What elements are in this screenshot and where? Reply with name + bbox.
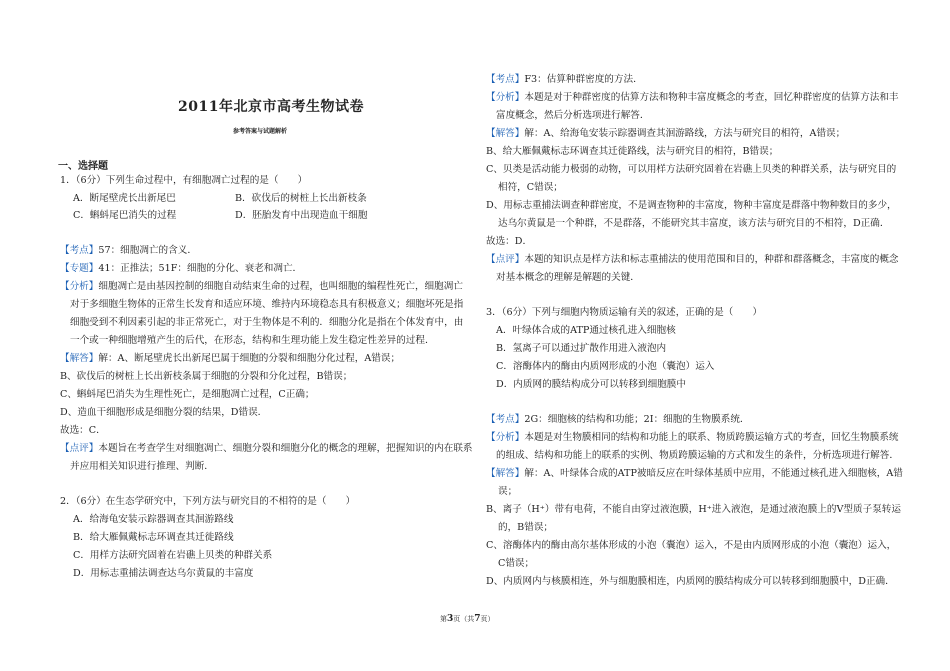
jieda-line: 解：A、断尾壁虎长出新尾巴属于细胞的分裂和细胞分化过程，A错误； [98,353,401,364]
jieda-line: B、离子（H⁺）带有电荷，不能自由穿过液泡膜，H⁺进入液泡，是通过液泡膜上的V型质子泵转运 [486,504,901,515]
footer-total-pages: 7 [474,614,481,624]
question-2-stem: 2．（6分）在生态学研究中，下列方法与研究目的不相符的是（ ） [60,496,356,507]
fenxi-line: 的组成、结构和功能上的联系的实例、物质跨膜运输的方式和发生的条件，分析选项进行解答． [496,450,899,461]
jieda-line: D、用标志重捕法调查种群密度，不是调查物种的丰富度，物种丰富度是群落中物种数目的多少， [486,200,897,211]
question-1-stem: 1．（6分）下列生命过程中，有细胞凋亡过程的是（ ） [60,175,308,186]
fenxi-line: 细胞凋亡是由基因控制的细胞自动结束生命的过程，也叫细胞的编程性死亡，细胞凋亡 [98,281,463,292]
question-1-option-b: B．砍伐后的树桩上长出新枝条 [235,193,367,204]
footer-post: 页） [480,615,495,623]
fenxi-line: 本题是对生物膜相同的结构和功能上的联系、物质跨膜运输方式的考查，回忆生物膜系统 [524,432,899,443]
question-3-option-a: A．叶绿体合成的ATP通过核孔进入细胞核 [496,325,676,336]
answer-line: 故选：C． [60,425,106,436]
jieda-line: C、溶酶体内的酶由高尔基体形成的小泡（囊泡）运入，不是由内质网形成的小泡（囊泡）运入， [486,540,897,551]
q2-kaodian [486,73,643,86]
dianping-line: 并应用相关知识进行推理、判断． [70,461,214,472]
q2-dianping [486,253,899,266]
jieda-line: 解：A、叶绿体合成的ATP被暗反应在叶绿体基质中应用，不能通过核孔进入细胞核，A错 [524,468,903,479]
fenxi-tag: 【分析】 [486,92,525,103]
q1-fenxi [60,280,463,293]
section-heading: 一、选择题 [58,161,108,172]
page-footer [440,614,495,624]
jieda-tag: 【解答】 [486,128,525,139]
jieda-line: 解：A、给海龟安装示踪器调查其洄游路线，方法与研究目的相符，A错误； [524,128,846,139]
jieda-line: D、造血干细胞形成是细胞分裂的结果，D错误． [60,407,268,418]
question-1-option-c: C．蝌蚪尾巴消失的过程 [73,210,177,221]
dianping-line: 本题的知识点是样方法和标志重捕法的使用范围和目的，种群和群落概念，丰富度的概念 [524,254,899,265]
question-2-option-c: C．用样方法研究固着在岩礁上贝类的种群关系 [73,550,273,561]
jieda-line: C错误； [498,558,535,569]
jieda-line: D、内质网内与核膜相连，外与细胞膜相连，内质网的膜结构成分可以转移到细胞膜中，D正确． [486,576,895,587]
fenxi-tag: 【分析】 [486,432,525,443]
kaodian-text: 2G：细胞核的结构和功能；2I：细胞的生物膜系统． [524,414,750,425]
footer-pre: 第 [440,615,447,623]
fenxi-line: 细胞受到不利因素引起的非正常死亡，对于生物体是不利的．细胞分化是指在个体发育中，由 [70,317,464,328]
dianping-tag: 【点评】 [60,443,99,454]
fenxi-line: 本题是对于种群密度的估算方法和物种丰富度概念的考查，回忆种群密度的估算方法和丰 [524,92,899,103]
jieda-line: 的，B错误； [498,522,554,533]
kaodian-tag: 【考点】 [486,414,525,425]
footer-mid: 页（共 [453,615,475,623]
kaodian-tag: 【考点】 [60,245,99,256]
dianping-line: 本题旨在考查学生对细胞凋亡、细胞分裂和细胞分化的概念的理解，把握知识的内在联系 [98,443,473,454]
page-subtitle: 参考答案与试题解析 [233,128,288,135]
jieda-tag: 【解答】 [60,353,99,364]
question-1-option-d: D．胚胎发育中出现造血干细胞 [235,210,368,221]
fenxi-tag: 【分析】 [60,281,99,292]
jieda-line: B、砍伐后的树桩上长出新枝条属于细胞的分裂和分化过程，B错误； [60,371,353,382]
question-2-option-b: B．给大雁佩戴标志环调查其迁徙路线 [73,532,234,543]
fenxi-line: 对于多细胞生物体的正常生长发育和适应环境、维持内环境稳态具有积极意义；细胞坏死是指 [70,299,464,310]
zhuanti-text: 41：正推法；51F：细胞的分化、衰老和凋亡． [98,263,303,274]
jieda-tag: 【解答】 [486,468,525,479]
question-3-stem: 3．（6分）下列与细胞内物质运输有关的叙述，正确的是（ ） [486,307,763,318]
question-2-option-a: A．给海龟安装示踪器调查其洄游路线 [73,514,234,525]
answer-line: 故选：D． [486,236,533,247]
fenxi-line: 富度概念，然后分析选项进行解答． [496,110,650,121]
jieda-line: B、给大雁佩戴标志环调查其迁徙路线，法与研究目的相符，B错误； [486,146,779,157]
question-3-option-b: B．氢离子可以通过扩散作用进入液泡内 [496,343,667,354]
kaodian-text: 57：细胞凋亡的含义． [98,245,197,256]
q1-kaodian [60,244,197,257]
kaodian-tag: 【考点】 [486,74,525,85]
q2-jieda [486,127,845,140]
jieda-line: 误； [498,486,518,497]
dianping-line: 对基本概念的理解是解题的关键． [496,272,640,283]
question-3-option-d: D．内质网的膜结构成分可以转移到细胞膜中 [496,379,686,390]
footer-page-number: 3 [447,614,454,624]
q1-zhuanti [60,262,302,275]
question-2-option-d: D．用标志重捕法调查达乌尔黄鼠的丰富度 [73,568,254,579]
jieda-line: C、贝类是活动能力极弱的动物，可以用样方法研究固着在岩礁上贝类的种群关系，法与研究目的 [486,164,897,175]
q3-fenxi [486,431,899,444]
question-3-option-c: C．溶酶体内的酶由内质网形成的小泡（囊泡）运入 [496,361,715,372]
dianping-tag: 【点评】 [486,254,525,265]
q2-fenxi [486,91,899,104]
question-1-option-a: A．断尾壁虎长出新尾巴 [73,193,176,204]
kaodian-text: F3：估算种群密度的方法． [524,74,643,85]
q3-jieda [486,467,903,480]
jieda-line: 相符，C错误； [498,182,563,193]
fenxi-line: 一个或一种细胞增殖产生的后代，在形态，结构和生理功能上发生稳定性差异的过程． [70,335,435,346]
q3-kaodian [486,413,750,426]
page-title: 2011年北京市高考生物试卷 [178,99,364,115]
q1-dianping [60,442,473,455]
q1-jieda [60,352,400,365]
zhuanti-tag: 【专题】 [60,263,99,274]
jieda-line: 达乌尔黄鼠是一个种群，不是群落，不能研究其丰富度，该方法与研究目的不相符，D正确． [498,218,890,229]
jieda-line: C、蝌蚪尾巴消失为生理性死亡，是细胞凋亡过程，C正确； [60,389,315,400]
